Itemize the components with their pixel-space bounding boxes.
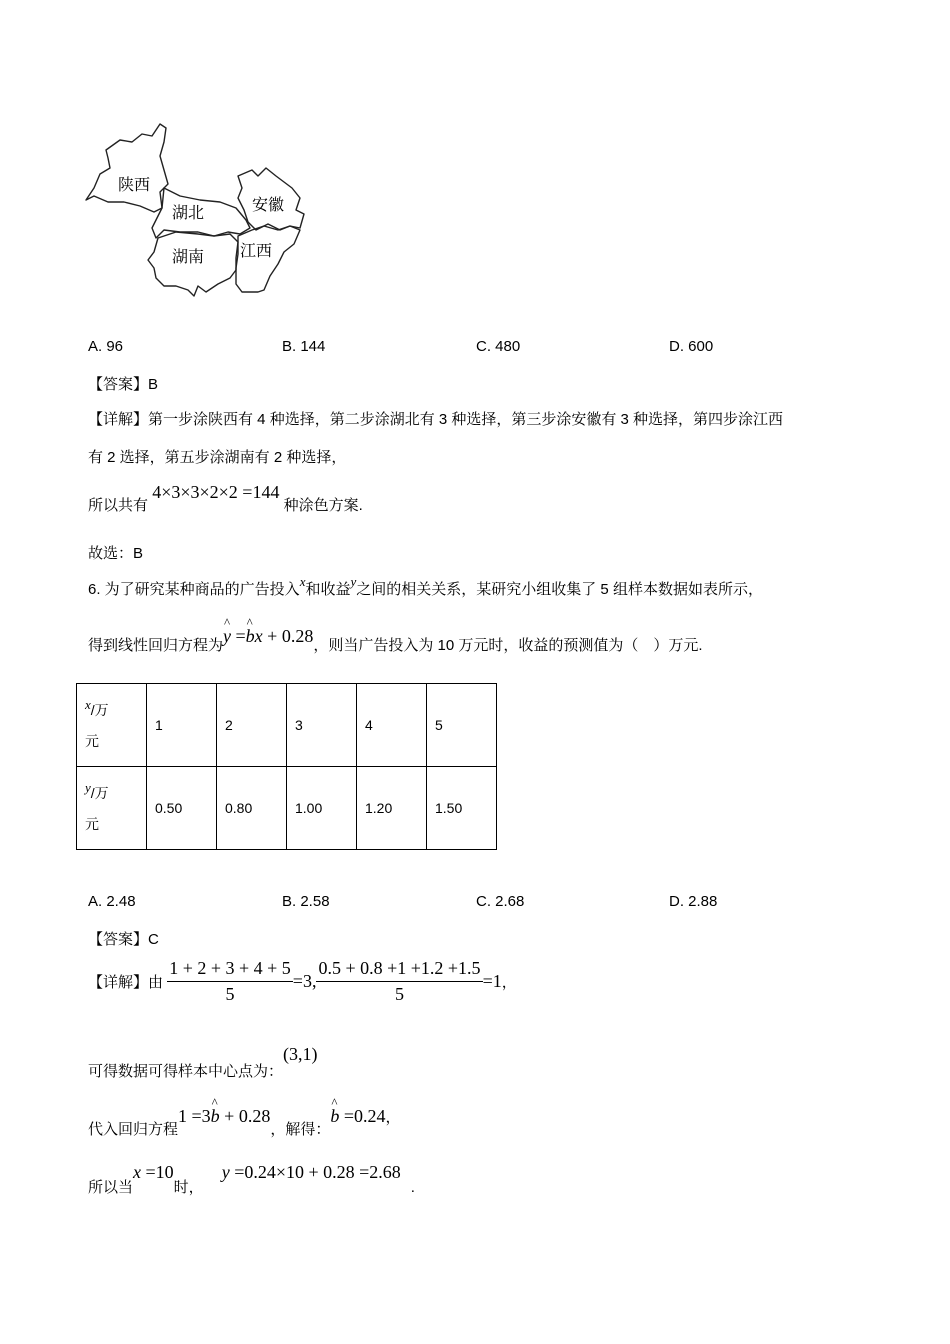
q6-stem-c: 之间的相关关系，某研究小组收集了 5 组样本数据如表所示，	[356, 581, 763, 598]
q5-option-c: C. 480	[476, 338, 521, 355]
region-label-anhui: 安徽	[252, 197, 285, 214]
q6-option-b: B. 2.58	[282, 893, 330, 910]
table-unit-x-b: 元	[85, 732, 99, 749]
q6-sub-end: ，	[385, 1109, 401, 1126]
q5-sum-suffix: 种涂色方案.	[283, 497, 363, 514]
table-cell: 2	[217, 684, 287, 767]
q6-option-d: D. 2.88	[669, 893, 718, 910]
q5-option-b: B. 144	[282, 338, 326, 355]
sub-b-hat: ^ b	[211, 1106, 220, 1127]
region-label-jiangxi: 江西	[240, 243, 273, 260]
table-cell: 1.50	[427, 767, 497, 850]
table-cell: 1	[147, 684, 217, 767]
table-var-y: y	[85, 779, 91, 795]
y-hat: ^ y	[223, 626, 231, 647]
q5-sum-line	[88, 482, 363, 514]
table-cell: 3	[287, 684, 357, 767]
region-label-hubei: 湖北	[172, 205, 205, 222]
frac1-numerator: 1 + 2 + 3 + 4 + 5	[167, 958, 293, 982]
q6-sub-result	[330, 1106, 385, 1126]
q6-final-line	[88, 1162, 415, 1196]
q6-stem-a: 6. 为了研究某种商品的广告投入	[88, 581, 300, 598]
q6-final-end: .	[410, 1179, 415, 1196]
sub-eq-c: + 0.28	[219, 1106, 271, 1126]
table-row-x	[77, 684, 497, 767]
table-header-x	[77, 684, 147, 767]
frac2-numerator: 0.5 + 0.8 +1 +1.2 +1.5	[316, 958, 482, 982]
q6-var-x: x	[299, 574, 306, 589]
q6-final-formula	[222, 1162, 401, 1182]
province-map	[80, 118, 320, 303]
q5-detail-line2: 有 2 选择，第五步涂湖南有 2 种选择，	[88, 449, 347, 466]
q6-line2-prefix: 得到线性回归方程为	[88, 637, 224, 654]
q6-final-mid: 时，	[173, 1179, 204, 1196]
table-unit-y-a: /万	[90, 784, 109, 801]
q6-center-line	[88, 1044, 318, 1080]
q5-detail-line1	[88, 408, 783, 429]
final-x-val: =10	[141, 1162, 174, 1182]
q6-option-c: C. 2.68	[476, 893, 525, 910]
res-val: =0.24	[339, 1106, 386, 1126]
q5-sum-formula: 4×3×3×2×2 =144	[152, 482, 280, 502]
table-var-x: x	[85, 696, 91, 712]
q6-stem-line2	[88, 626, 703, 654]
sub-eq-a: 1 =3	[178, 1106, 211, 1126]
table-cell: 0.80	[217, 767, 287, 850]
region-shaanxi-outline	[86, 124, 168, 212]
q6-center-point: (3,1)	[283, 1044, 318, 1064]
q6-final-prefix: 所以当	[88, 1179, 134, 1196]
frac1-result: =3,	[292, 971, 317, 991]
q6-sub-prefix: 代入回归方程	[88, 1121, 179, 1138]
final-formula-text: =0.24×10 + 0.28 =2.68	[229, 1162, 401, 1182]
q6-detail-label: 【详解】由	[88, 974, 164, 991]
q5-sum-prefix: 所以共有	[88, 497, 149, 514]
frac2-denominator: 5	[395, 984, 404, 1004]
q6-answer: 【答案】C	[88, 931, 159, 948]
frac2-result: =1	[482, 971, 502, 991]
table-unit-y-b: 元	[85, 815, 99, 832]
q5-option-d: D. 600	[669, 338, 714, 355]
q5-detail-text1: 第一步涂陕西有 4 种选择，第二步涂湖北有 3 种选择，第三步涂安徽有 3 种选择，第四步涂江西	[148, 411, 784, 428]
q5-option-a: A. 96	[88, 338, 124, 355]
q6-stem-line1	[88, 574, 763, 599]
fraction-x-mean	[167, 958, 293, 1005]
final-y-var: y	[221, 1162, 230, 1182]
table-row-y	[77, 767, 497, 850]
final-x-var: x	[133, 1162, 142, 1182]
region-label-shaanxi: 陕西	[118, 177, 151, 194]
region-label-hunan: 湖南	[172, 249, 205, 266]
q6-sub-mid: ，解得：	[270, 1121, 331, 1138]
table-cell: 0.50	[147, 767, 217, 850]
table-cell: 1.00	[287, 767, 357, 850]
q6-final-x	[133, 1162, 174, 1182]
q6-detail-fractions	[88, 958, 517, 1005]
res-b-hat: ^ b	[330, 1106, 339, 1127]
table-cell: 4	[357, 684, 427, 767]
table-unit-x-a: /万	[90, 701, 109, 718]
q6-stem-b: 和收益	[305, 581, 351, 598]
table-cell: 5	[427, 684, 497, 767]
q6-center-text: 可得数据可得样本中心点为：	[88, 1063, 284, 1080]
q6-var-y: y	[350, 574, 357, 589]
b-hat: ^ b	[246, 626, 255, 647]
q5-answer: 【答案】B	[88, 376, 159, 393]
q5-conclusion: 故选：B	[88, 545, 144, 562]
q6-data-table	[76, 683, 497, 850]
q6-line2-suffix: ，则当广告投入为 10 万元时，收益的预测值为（ ）万元.	[313, 637, 703, 654]
eq-equals: =	[231, 626, 246, 646]
q5-detail-label: 【详解】	[88, 411, 149, 428]
q6-option-a: A. 2.48	[88, 893, 136, 910]
table-header-y	[77, 767, 147, 850]
q6-sub-equation	[178, 1106, 270, 1126]
frac-end: ，	[501, 974, 517, 991]
eq-const: + 0.28	[262, 626, 314, 646]
q6-substitute-line	[88, 1106, 401, 1138]
table-cell: 1.20	[357, 767, 427, 850]
frac1-denominator: 5	[225, 984, 235, 1004]
eq-x: x	[254, 626, 263, 646]
fraction-y-mean	[316, 958, 482, 1005]
q6-regression-eq	[223, 626, 313, 646]
